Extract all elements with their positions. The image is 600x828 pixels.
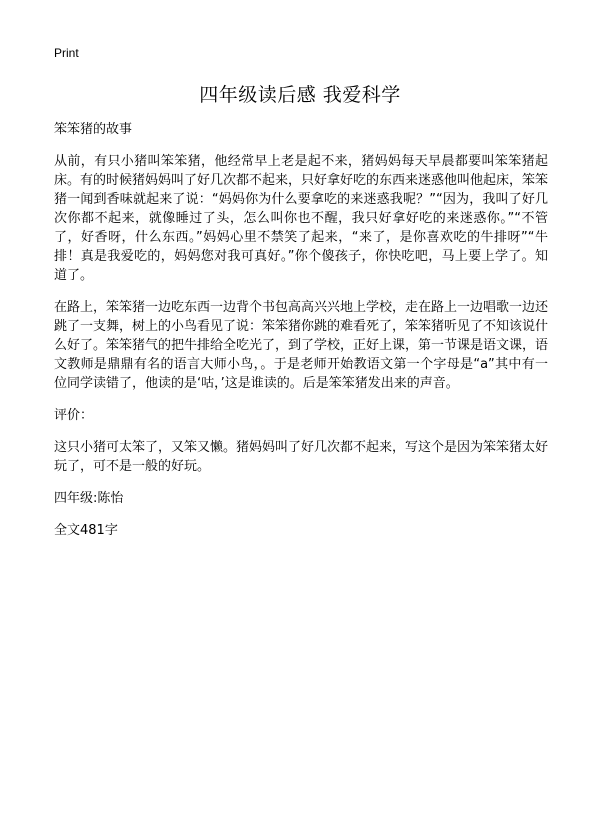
article-body	[54, 120, 548, 540]
article-subtitle: 笨笨猪的故事	[54, 122, 133, 137]
comment-label: 评价：	[54, 408, 94, 423]
page-title: 四年级读后感 我爱科学	[199, 84, 401, 106]
article-paragraph-1: 从前，有只小猪叫笨笨猪，他经常早上老是起不来，猪妈妈每天早晨都要叫笨笨猪起床。有的时候猪妈妈叫了好几次都不起来，只好拿好吃的东西来迷惑他叫他起床，笨笨猪一闻到香味就起来了说：“妈妈你为什么要拿吃的来迷惑我呢？”“因为，我叫了好几次你都不起来，就像睡过了头，怎么叫你也不醒，我只好拿好吃的来迷惑你。”“不管了，好香呀，什么东西。”妈妈心里不禁笑了起来，“来了，是你喜欢吃的牛排呀”“牛排！真是我爱吃的，妈妈您对我可真好。”你个傻孩子，你快吃吧，马上要上学了。知道了。	[54, 154, 549, 283]
author-line: 四年级:陈怡	[54, 491, 124, 506]
article-paragraph-2: 在路上，笨笨猪一边吃东西一边背个书包高高兴兴地上学校，走在路上一边唱歌一边还跳了一支舞，树上的小鸟看见了说：笨笨猪你跳的难看死了，笨笨猪听见了不知该说什么好了。笨笨猪气的把牛排给全吃光了，到了学校，正好上课，第一节课是语文课，语文教师是鼎鼎有名的语言大师小鸟，。于是老师开始教语文第一个字母是“a”其中有一位同学读错了，他读的是‘咕，’这是谁读的。后是笨笨猪发出来的声音。	[54, 300, 549, 391]
comment-text: 这只小猪可太笨了，又笨又懒。猪妈妈叫了好几次都不起来，写这个是因为笨笨猪太好玩了，可不是一般的好玩。	[54, 440, 549, 474]
print-link[interactable]: Print	[54, 46, 79, 60]
word-count: 全文481字	[54, 523, 118, 538]
